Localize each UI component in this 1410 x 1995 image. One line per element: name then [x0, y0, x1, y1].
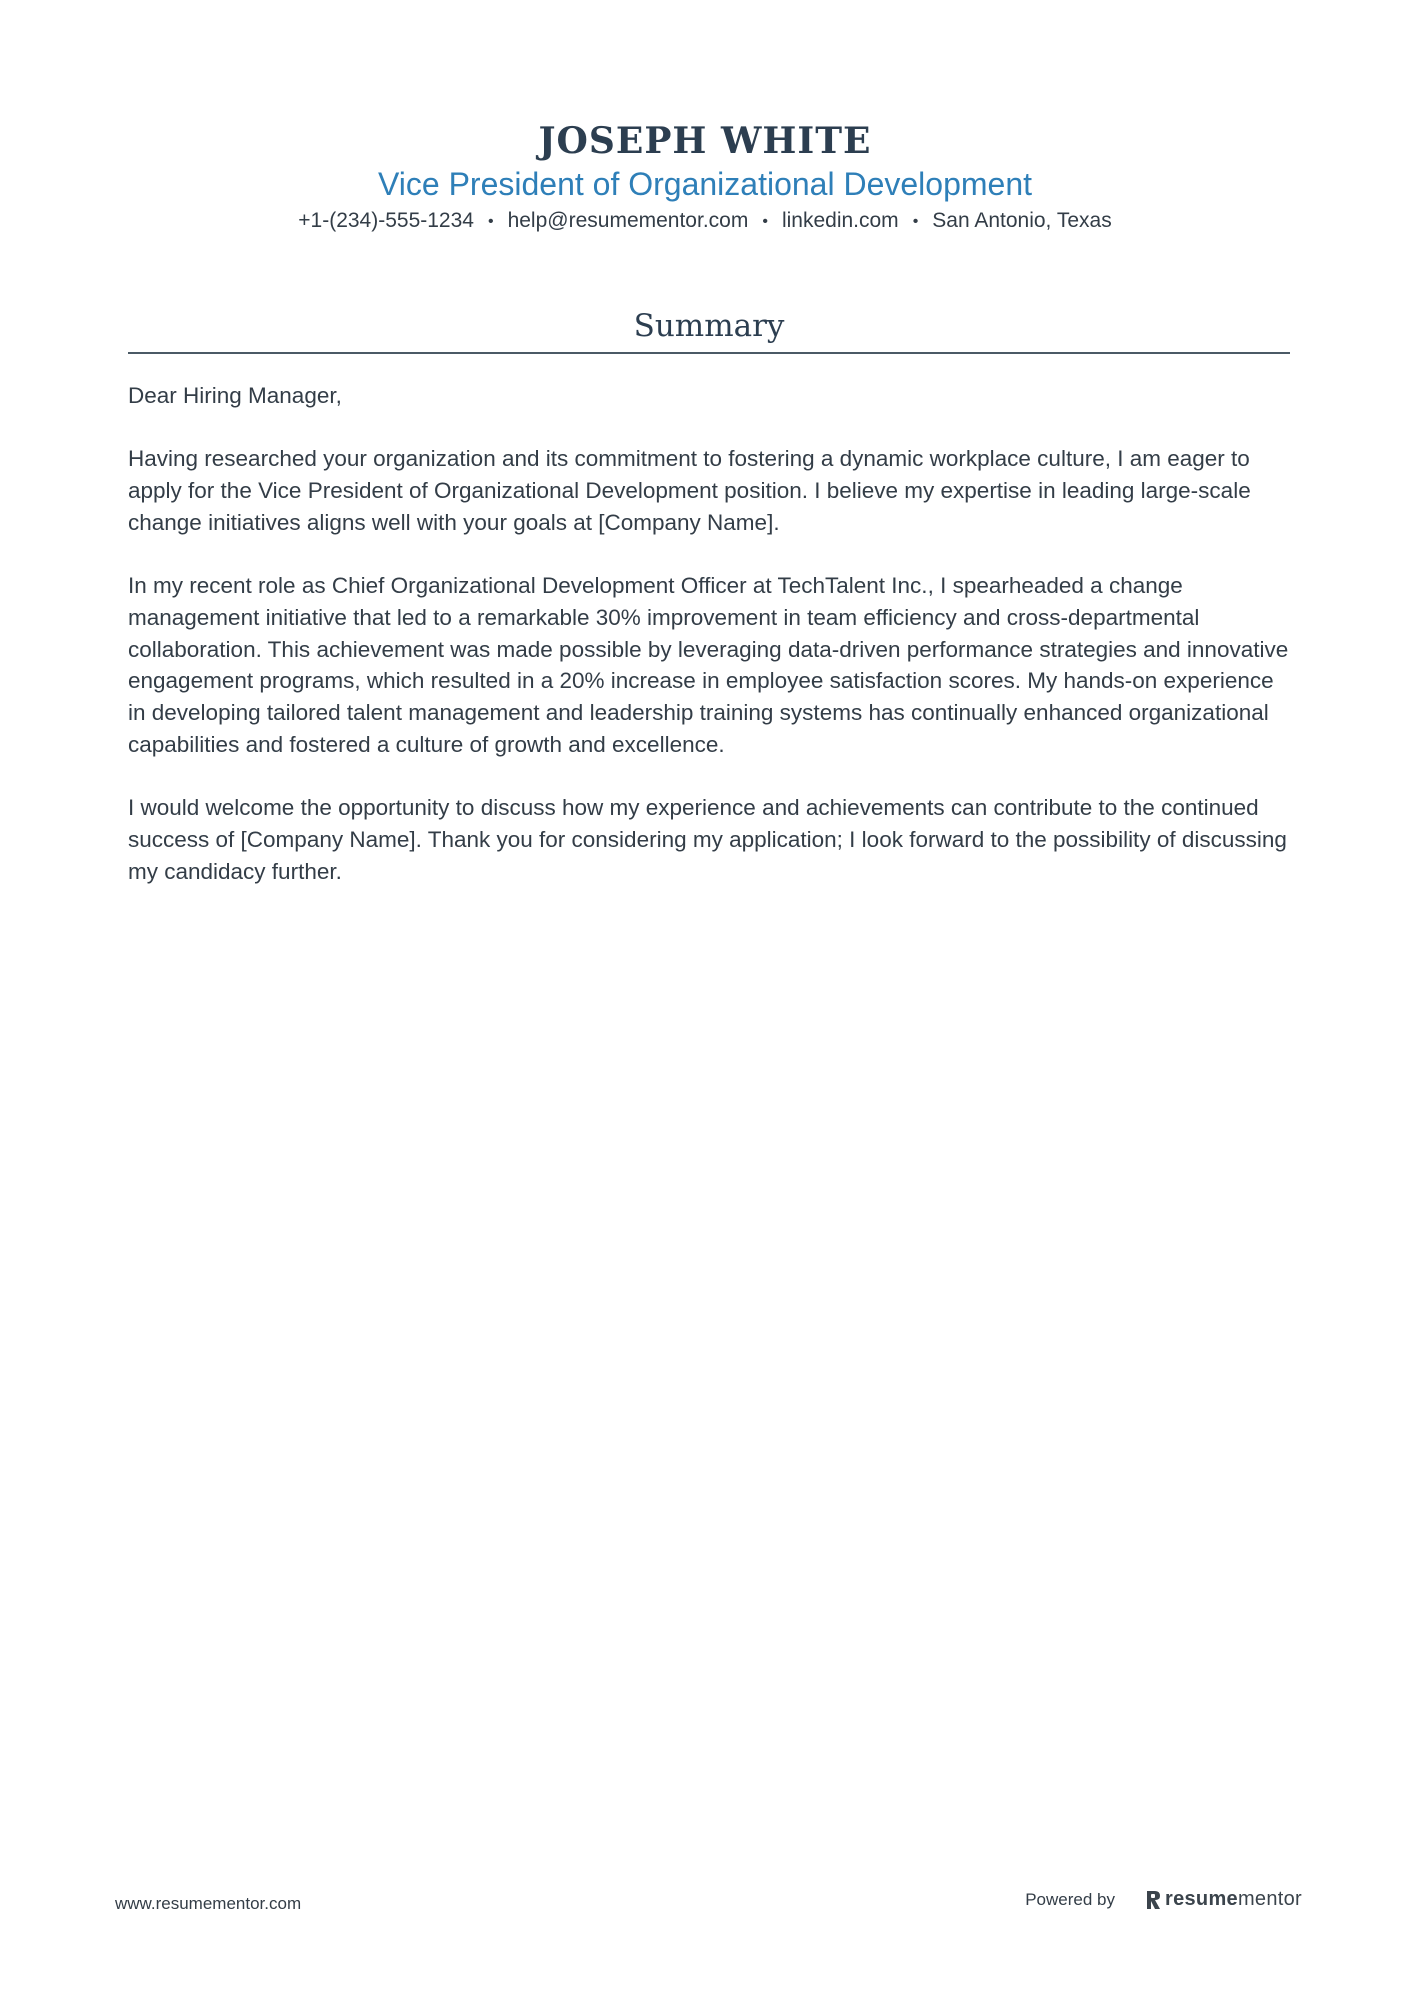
section-heading-summary: Summary [633, 308, 785, 344]
contact-phone: +1-(234)-555-1234 [298, 209, 474, 232]
letter-paragraph: In my recent role as Chief Organizational Development Officer at TechTalent Inc., I spearheaded a change management initiative that led to a remarkable 30% improvement in team efficiency and cross-departmental collaboration. This achievement was made possible by leveraging data-driven performance strategies and innovative engagement programs, which resulted in a 20% increase in employee satisfaction scores. My hands-on experience in developing tailored talent management and leadership training systems has continually enhanced organizational capabilities and fostered a culture of growth and excellence. [128, 573, 1289, 757]
letter-paragraph: I would welcome the opportunity to discuss how my experience and achievements can contribute to the continued success of [Company Name]. Thank you for considering my application; I look forward to the possibility of discussing my candidacy further. [128, 795, 1287, 884]
letter-salutation: Dear Hiring Manager, [128, 383, 342, 408]
contact-separator: • [487, 213, 494, 230]
footer-website[interactable]: www.resumementor.com [115, 1894, 302, 1913]
brand-logo[interactable] [1145, 1888, 1302, 1911]
footer-branding [1025, 1888, 1302, 1911]
contact-separator: • [762, 213, 768, 230]
contact-line [0, 206, 1410, 238]
contact-linkedin[interactable]: linkedin.com [781, 209, 899, 232]
contact-location: San Antonio, Texas [932, 209, 1112, 232]
letter-paragraph: Having researched your organization and its commitment to fostering a dynamic workplace culture, I am eager to apply for the Vice President of Organizational Development position. I believe my expertise in leading large-scale change initiatives aligns well with your goals at [Company Name]. [128, 446, 1251, 535]
resumementor-logo-icon [1145, 1890, 1161, 1910]
brand-name-light: mentor [1237, 1888, 1302, 1910]
section-divider [128, 352, 1290, 354]
powered-by-label: Powered by [1025, 1889, 1115, 1909]
applicant-job-title: Vice President of Organizational Development [378, 166, 1032, 202]
letter-body [128, 380, 1293, 919]
contact-separator: • [912, 213, 919, 230]
applicant-name: JOSEPH WHITE [538, 120, 872, 162]
contact-email[interactable]: help@resumementor.com [507, 209, 749, 232]
letter-header [0, 118, 1410, 238]
brand-name-bold: resume [1165, 1888, 1238, 1910]
